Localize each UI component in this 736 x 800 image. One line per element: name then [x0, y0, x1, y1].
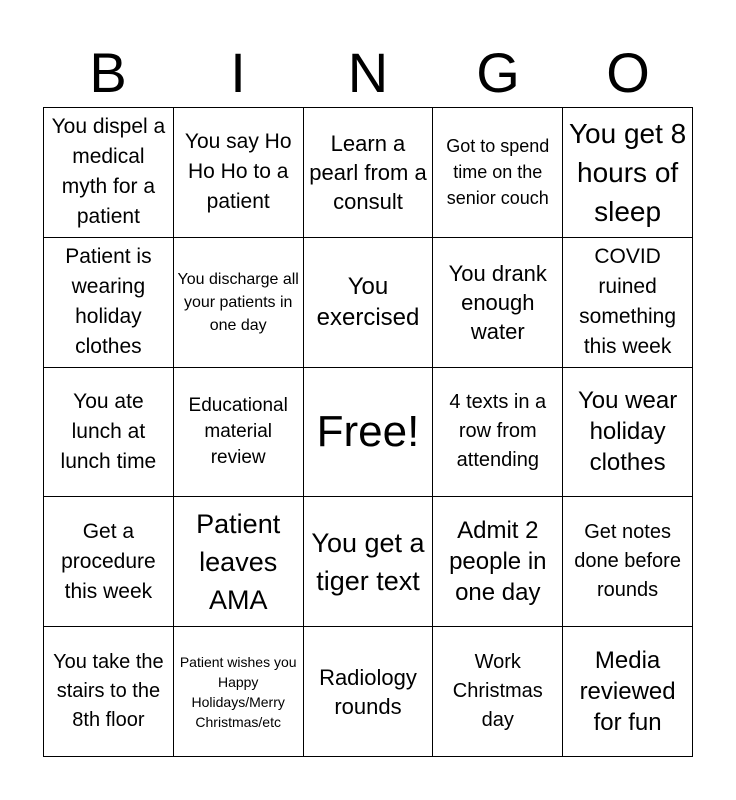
bingo-cell-r2c1[interactable] — [44, 238, 174, 368]
bingo-cell-r5c1[interactable] — [44, 627, 174, 757]
bingo-cell-r4c2[interactable] — [174, 497, 304, 627]
cell-text: COVID ruined something this week — [579, 245, 677, 359]
bingo-cell-r1c1[interactable] — [44, 108, 174, 238]
cell-text: You drank enough water — [448, 260, 547, 344]
cell-text: 4 texts in a row from attending — [449, 391, 547, 472]
cell-text: You get a tiger text — [311, 527, 425, 596]
bingo-cell-r3c2[interactable] — [174, 368, 304, 498]
bingo-cell-r4c1[interactable] — [44, 497, 174, 627]
cell-text: You take the stairs to the 8th floor — [53, 651, 164, 732]
cell-text: You discharge all your patients in one day — [177, 270, 299, 334]
bingo-cell-free[interactable] — [304, 368, 434, 498]
bingo-cell-r2c2[interactable] — [174, 238, 304, 368]
bingo-cell-r5c5[interactable] — [563, 627, 693, 757]
cell-text: Media reviewed for fun — [579, 647, 676, 737]
cell-text: You say Ho Ho Ho to a patient — [184, 130, 292, 214]
cell-text: Radiology rounds — [319, 664, 417, 719]
bingo-cell-r1c3[interactable] — [304, 108, 434, 238]
bingo-cell-r5c4[interactable] — [433, 627, 563, 757]
bingo-cell-r2c5[interactable] — [563, 238, 693, 368]
cell-text: Patient is wearing holiday clothes — [65, 245, 152, 359]
bingo-cell-r5c2[interactable] — [174, 627, 304, 757]
cell-text: Admit 2 people in one day — [449, 517, 547, 607]
bingo-cell-r1c4[interactable] — [433, 108, 563, 238]
bingo-cell-r1c5[interactable] — [563, 108, 693, 238]
cell-text: Learn a pearl from a consult — [309, 130, 427, 214]
bingo-cell-r2c3[interactable] — [304, 238, 434, 368]
cell-text: Get notes done before rounds — [574, 521, 681, 602]
bingo-cell-r4c5[interactable] — [563, 497, 693, 627]
header-letter-n: N — [347, 41, 389, 104]
bingo-cell-r2c4[interactable] — [433, 238, 563, 368]
header-letter-i: I — [230, 41, 246, 104]
free-space-text: Free! — [316, 406, 420, 456]
cell-text: Get a procedure this week — [61, 519, 156, 603]
cell-text: Got to spend time on the senior couch — [446, 136, 550, 209]
bingo-cell-r3c1[interactable] — [44, 368, 174, 498]
cell-text: You wear holiday clothes — [578, 387, 678, 477]
header-letter-g: G — [476, 41, 520, 104]
cell-text: You dispel a medical myth for a patient — [51, 115, 166, 229]
cell-text: Educational material review — [188, 394, 288, 468]
bingo-header — [43, 38, 693, 108]
cell-text: Patient leaves AMA — [196, 508, 281, 615]
bingo-card-grid — [43, 107, 693, 757]
bingo-cell-r3c4[interactable] — [433, 368, 563, 498]
cell-text: You get 8 hours of sleep — [568, 117, 687, 227]
bingo-cell-r1c2[interactable] — [174, 108, 304, 238]
bingo-cell-r5c3[interactable] — [304, 627, 434, 757]
cell-text: You ate lunch at lunch time — [60, 389, 157, 473]
bingo-cell-r4c3[interactable] — [304, 497, 434, 627]
header-letter-b: B — [89, 41, 127, 104]
cell-text: Work Christmas day — [452, 651, 543, 732]
header-letter-o: O — [606, 41, 650, 104]
cell-text: Patient wishes you Happy Holidays/Merry Christmas/etc — [179, 653, 297, 730]
bingo-cell-r3c5[interactable] — [563, 368, 693, 498]
cell-text: You exercised — [316, 273, 420, 332]
bingo-cell-r4c4[interactable] — [433, 497, 563, 627]
